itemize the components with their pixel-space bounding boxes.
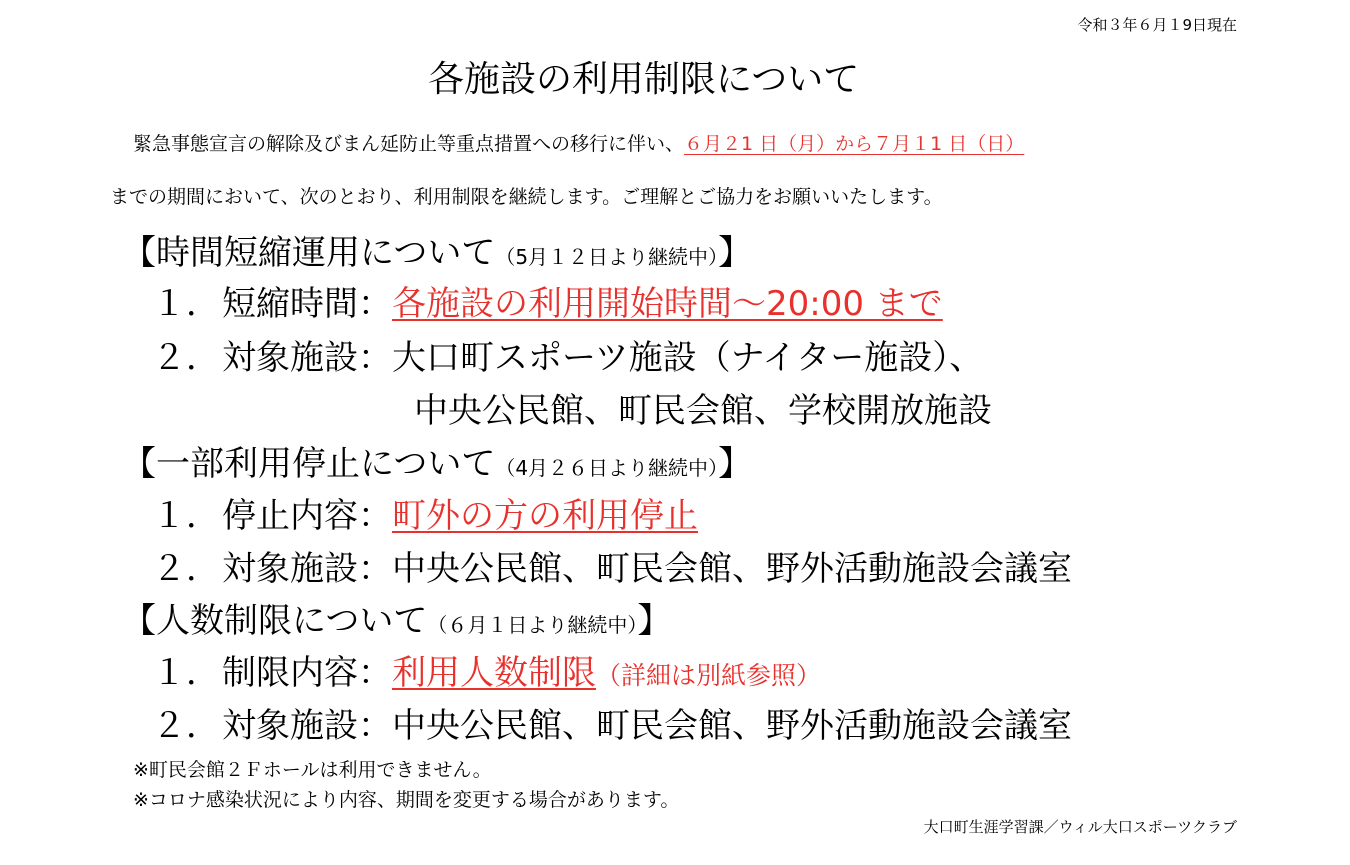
intro-line-2: までの期間において、次のとおり、利用制限を継続します。ご理解とご協力をお願いいたします。 xyxy=(110,186,943,208)
intro-text: 緊急事態宣言の解除及びまん延防止等重点措置への移行に伴い、 xyxy=(133,133,685,155)
item-number: ２． xyxy=(152,549,220,589)
footnote: ※コロナ感染状況により内容、期間を変更する場合があります。 xyxy=(133,789,680,811)
section-heading-note: （６月１日より継続中） xyxy=(427,613,638,637)
item-number: ２． xyxy=(152,338,220,378)
item-number: ２． xyxy=(152,706,220,746)
item-number: １． xyxy=(152,653,220,693)
section-heading-time-reduction xyxy=(122,233,753,273)
footnote: ※町民会館２Ｆホールは利用できません。 xyxy=(133,759,492,781)
intro-period-highlight: ６月２1 日（月）から７月１1 日（日） xyxy=(684,133,1025,155)
item-value-highlight: 利用人数制限 xyxy=(392,653,596,693)
item-value-highlight: 各施設の利用開始時間～20:00 まで xyxy=(392,284,943,324)
list-item xyxy=(152,496,698,536)
item-number: １． xyxy=(152,496,220,536)
item-label: 短縮時間： xyxy=(222,284,392,324)
item-label: 対象施設： xyxy=(222,338,392,378)
item-value: 中央公民館、町民会館、野外活動施設会議室 xyxy=(392,706,1072,746)
item-value-highlight: 町外の方の利用停止 xyxy=(392,496,698,536)
item-value-continued: 中央公民館、町民会館、学校開放施設 xyxy=(414,391,992,431)
item-label: 停止内容： xyxy=(222,496,392,536)
section-heading-bracket: 】 xyxy=(718,444,753,484)
list-item xyxy=(152,549,1072,589)
section-heading-text: 【人数制限について xyxy=(122,601,428,641)
section-heading-partial-suspension xyxy=(122,444,753,484)
list-item xyxy=(152,706,1072,746)
item-value: 中央公民館、町民会館、野外活動施設会議室 xyxy=(392,549,1072,589)
section-heading-capacity-limit xyxy=(122,601,672,641)
section-heading-note: （5月１２日より継続中） xyxy=(495,245,719,269)
intro-line-1 xyxy=(133,135,1024,154)
item-label: 対象施設： xyxy=(222,706,392,746)
item-value: 大口町スポーツ施設（ナイター施設）、 xyxy=(392,338,984,378)
list-item xyxy=(152,653,822,693)
page-title: 各施設の利用制限について xyxy=(428,59,860,100)
document-date: 令和３年６月１9日現在 xyxy=(1077,16,1237,34)
item-value-note: （詳細は別紙参照） xyxy=(596,661,822,690)
list-item xyxy=(152,284,943,324)
section-heading-note: （4月２６日より継続中） xyxy=(495,456,719,480)
organization-name: 大口町生涯学習課／ウィル大口スポーツクラブ xyxy=(923,818,1237,836)
item-number: １． xyxy=(152,284,220,324)
section-heading-bracket: 】 xyxy=(718,233,753,273)
section-heading-text: 【一部利用停止について xyxy=(122,444,496,484)
section-heading-text: 【時間短縮運用について xyxy=(122,233,496,273)
item-label: 制限内容： xyxy=(222,653,392,693)
section-heading-bracket: 】 xyxy=(637,601,672,641)
item-label: 対象施設： xyxy=(222,549,392,589)
list-item xyxy=(152,338,984,378)
